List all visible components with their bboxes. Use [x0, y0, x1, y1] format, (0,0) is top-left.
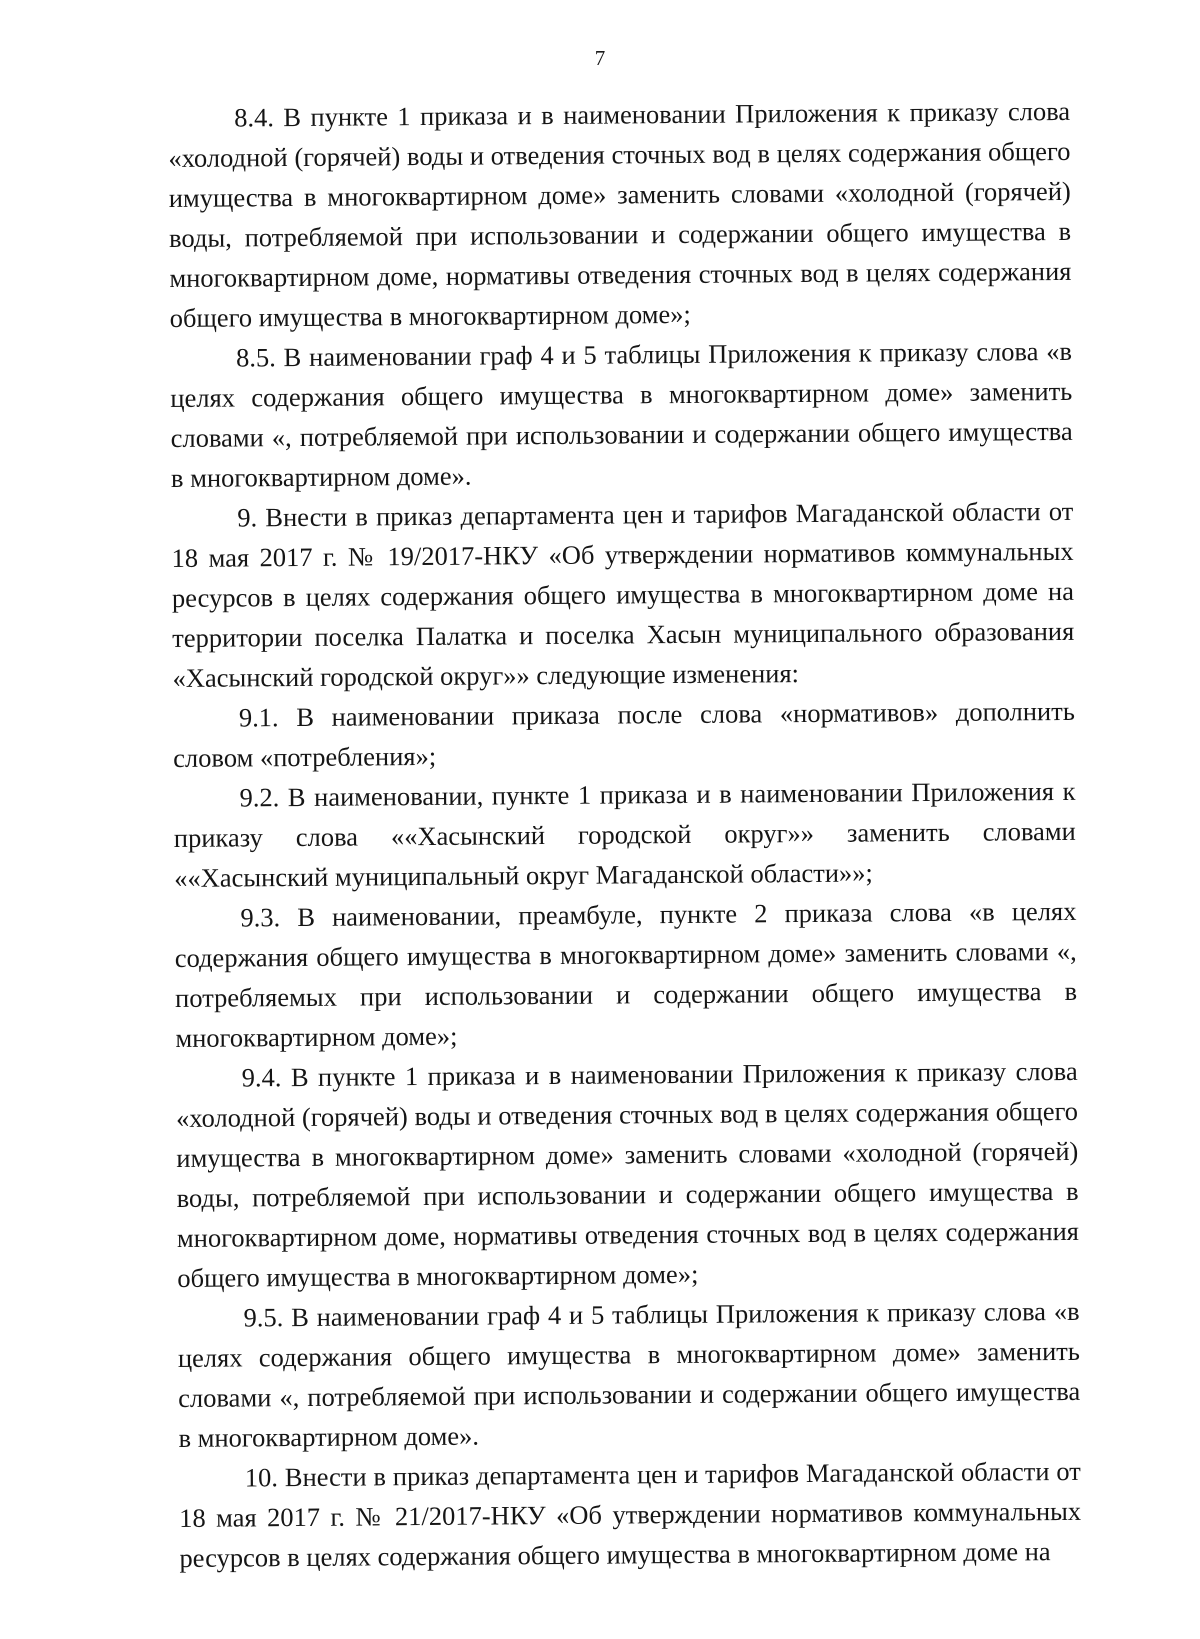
page-number: 7	[594, 46, 606, 70]
document-body	[168, 91, 1082, 1578]
paragraph-8-5: 8.5. В наименовании граф 4 и 5 таблицы Приложения к приказу слова «в целях содержания общего имущества в многоквартирном доме» заменить словами «, потребляемой при использовании и содержании общего имущества в многоквартирном доме».	[170, 335, 1073, 493]
paragraph-9-4: 9.4. В пункте 1 приказа и в наименовании Приложения к приказу слова «холодной (горячей) воды и отведения сточных вод в целях содержания общего имущества в многоквартирном доме» заменить словами «холодной (горячей) воды, потребляемой при использовании и содержании общего имущества в многоквартирном доме, нормативы отведения сточных вод в целях содержания общего имущества в многоквартирном доме»;	[175, 1055, 1080, 1293]
paragraph-9-3: 9.3. В наименовании, преамбуле, пункте 2 приказа слова «в целях содержания общего имущества в многоквартирном доме» заменить словами «, потребляемых при использовании и содержании общего имущества в многоквартирном доме»;	[174, 895, 1078, 1053]
paragraph-9-1: 9.1. В наименовании приказа после слова «нормативов» дополнить словом «потребления»;	[173, 695, 1075, 773]
paragraph-9-2: 9.2. В наименовании, пункте 1 приказа и в наименовании Приложения к приказу слова ««Хасынский городской округ»» заменить словами ««Хасынский муниципальный округ Магаданской области»»;	[173, 775, 1076, 893]
paragraph-10: 10. Внести в приказ департамента цен и тарифов Магаданской области от 18 мая 2017 г. № 21/2017-НКУ «Об утверждении нормативов коммунальных ресурсов в целях содержания общего имущества в многоквартирном доме на	[179, 1455, 1082, 1573]
paragraph-8-4: 8.4. В пункте 1 приказа и в наименовании Приложения к приказу слова «холодной (горячей) воды и отведения сточных вод в целях содержания общего имущества в многоквартирном доме» заменить словами «холодной (горячей) воды, потребляемой при использовании и содержании общего имущества в многоквартирном доме, нормативы отведения сточных вод в целях содержания общего имущества в многоквартирном доме»;	[168, 95, 1072, 333]
paragraph-9: 9. Внести в приказ департамента цен и тарифов Магаданской области от 18 мая 2017 г. № 19/2017-НКУ «Об утверждении нормативов коммунальных ресурсов в целях содержания общего имущества в многоквартирном доме на территории поселка Палатка и поселка Хасын муниципального образования «Хасынский городской округ»» следующие изменения:	[171, 495, 1075, 693]
paragraph-9-5: 9.5. В наименовании граф 4 и 5 таблицы Приложения к приказу слова «в целях содержания общего имущества в многоквартирном доме» заменить словами «, потребляемой при использовании и содержании общего имущества в многоквартирном доме».	[177, 1295, 1081, 1453]
